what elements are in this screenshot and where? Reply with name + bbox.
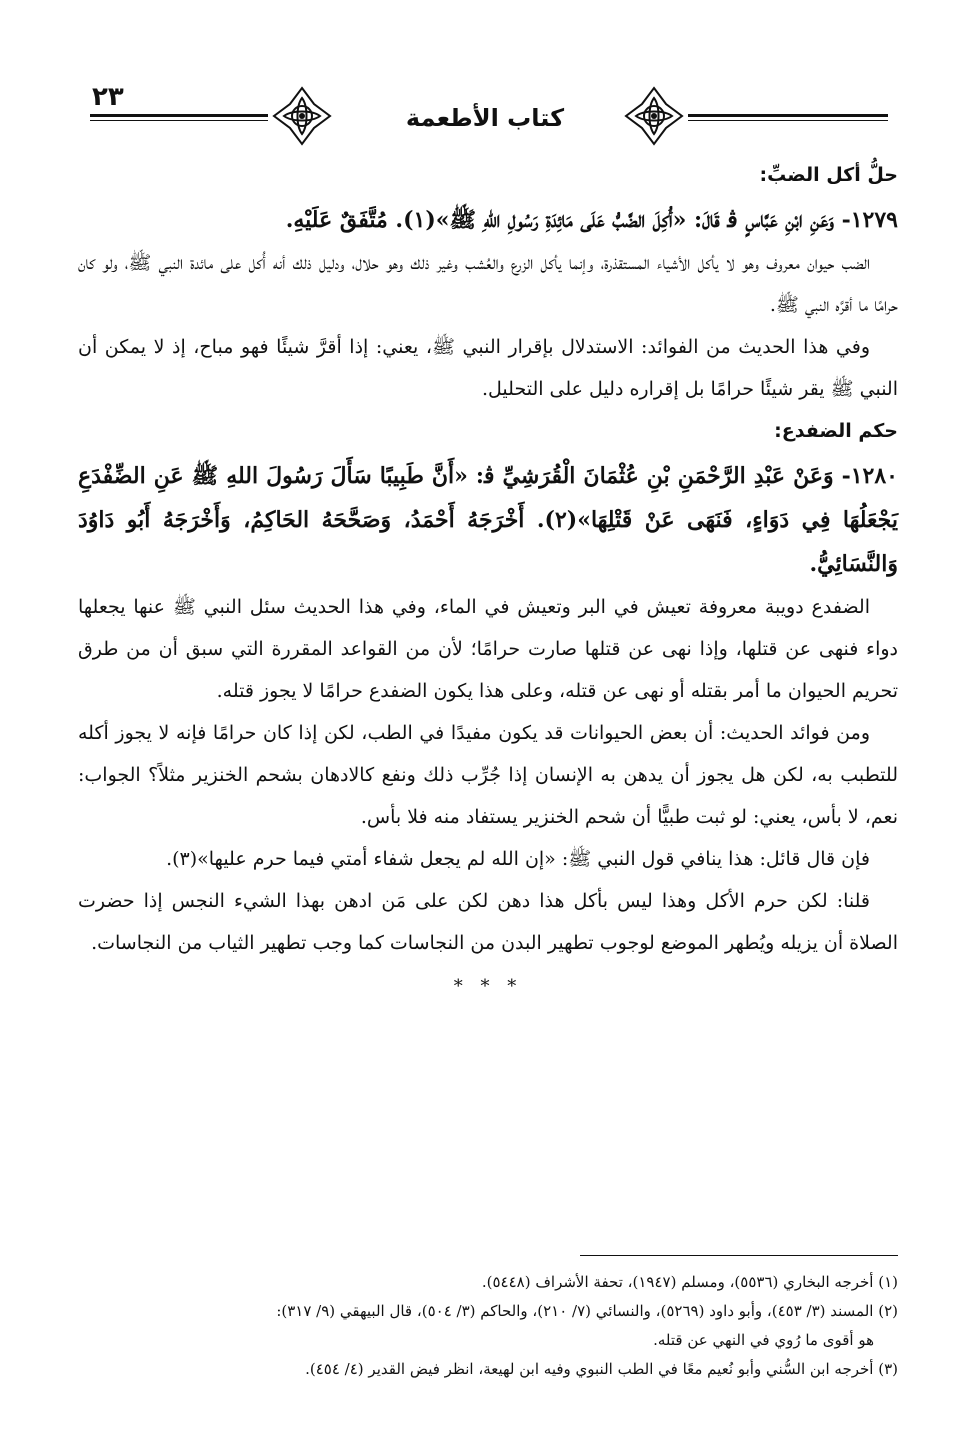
commentary-paragraph: قلنا: لكن حرم الأكل وهذا ليس بأكل هذا دهن لكن على مَن ادهن بهذا الشيء النجس إذا حضرت الصلاة أن يزيله ويُطهر الموضع لوجوب تطهير البدن من النجاسات كما وجب تطهير الثياب من النجاسات.: [78, 890, 898, 954]
header-rule-right-thin: [688, 120, 888, 121]
section-heading: حكم الضفدع:: [774, 420, 898, 442]
page-header: [80, 70, 898, 150]
commentary-paragraph: الضب حيوان معروف وهو لا يأكل الأشياء المستقذرة، وإنما يأكل الزرع والعُشب وغير ذلك وهو حلال، ودليل ذلك أنه أُكل على مائدة النبي ﷺ، ولو كان حرامًا ما أقرَّه النبي ﷺ.: [78, 252, 898, 316]
header-rule-right: [688, 114, 888, 117]
commentary-paragraph: فإن قال قائل: هذا ينافي قول النبي ﷺ: «إن الله لم يجعل شفاء أمتي فيما حرم عليها»(٣).: [166, 848, 870, 870]
book-title: كتاب الأطعمة: [405, 104, 565, 132]
ornament-right-icon: [622, 84, 686, 148]
section-heading: حلُّ أكل الضبِّ:: [759, 164, 898, 186]
hadith-text: ١٢٧٩- وَعَنِ ابْنِ عَبَّاسٍ ﭬ قَالَ: «أُكِلَ الضَّبُّ عَلَى مَائِدَةِ رَسُولِ اللهِ ﷺ»(١). مُتَّفَقٌ عَلَيْهِ.: [285, 207, 898, 233]
header-rule-left-thin: [90, 120, 268, 121]
footnote-1: (١) أخرجه البخاري (٥٥٣٦)، ومسلم (١٩٤٧)، تحفة الأشراف (٥٤٤٨).: [481, 1273, 898, 1291]
footnote-2: (٢) المسند (٣/ ٤٥٣)، وأبو داود (٥٢٦٩)، والنسائي (٧/ ٢١٠)، والحاكم (٣/ ٥٠٤)، قال البيهقي (٩/ ٣١٧):: [276, 1302, 898, 1320]
footnote-rule: [580, 1255, 898, 1256]
section-separator: * * *: [453, 976, 523, 997]
commentary-paragraph: وفي هذا الحديث من الفوائد: الاستدلال بإقرار النبي ﷺ، يعني: إذا أقرَّ شيئًا فهو مباح، إذ لا يمكن أن النبي ﷺ يقر شيئًا حرامًا بل إقراره دليل على التحليل.: [78, 336, 898, 400]
commentary-paragraph: الضفدع دويبة معروفة تعيش في البر وتعيش في الماء، وفي هذا الحديث سئل النبي ﷺ عنها يجعلها دواء فنهى عن قتلها، وإذا نهى عن قتلها صارت حرامًا؛ لأن من القواعد المقررة التي سبق أن من طرق تحريم الحيوان ما أمر بقتله أو نهى عن قتله، وعلى هذا يكون الضفدع حرامًا لا يجوز قتله.: [78, 596, 898, 702]
footnotes: [78, 1268, 898, 1384]
footnote-2-continuation: هو أقوى ما رُوي في النهي عن قتله.: [653, 1331, 874, 1349]
page-number: ٢٣: [92, 82, 124, 112]
ornament-left-icon: [270, 84, 334, 148]
header-rule-left: [90, 114, 268, 117]
commentary-paragraph: ومن فوائد الحديث: أن بعض الحيوانات قد يكون مفيدًا في الطب، لكن إذا كان حرامًا فإنه لا يجوز أكله للتطبب به، لكن هل يجوز أن يدهن به الإنسان إذا جُرِّب ذلك ونفع كالادهان بشحم الخنزير مثلاً؟ الجواب: نعم، لا بأس، يعني: لو ثبت طبيًّا أن شحم الخنزير يستفاد منه فلا بأس.: [78, 722, 898, 828]
page-body: [78, 160, 898, 997]
footnote-3: (٣) أخرجه ابن السُّني وأبو نُعيم معًا في الطب النبوي وفيه ابن لهيعة، انظر فيض القدير (٤/ ٤٥٤).: [305, 1360, 898, 1378]
hadith-text: ١٢٨٠- وَعَنْ عَبْدِ الرَّحْمَنِ بْنِ عُثْمَانَ الْقُرَشِيِّ ﭬ: «أَنَّ طَبِيبًا سَأَلَ رَسُولَ اللهِ ﷺ عَنِ الضِّفْدَعِ يَجْعَلُهَا فِي دَوَاءٍ، فَنَهَى عَنْ قَتْلِهَا»(٢). أَخْرَجَهُ أَحْمَدُ، وَصَحَّحَهُ الحَاكِمُ، وَأَخْرَجَهُ أَبُو دَاوُدَ وَالنَّسَائِيُّ.: [78, 463, 898, 577]
